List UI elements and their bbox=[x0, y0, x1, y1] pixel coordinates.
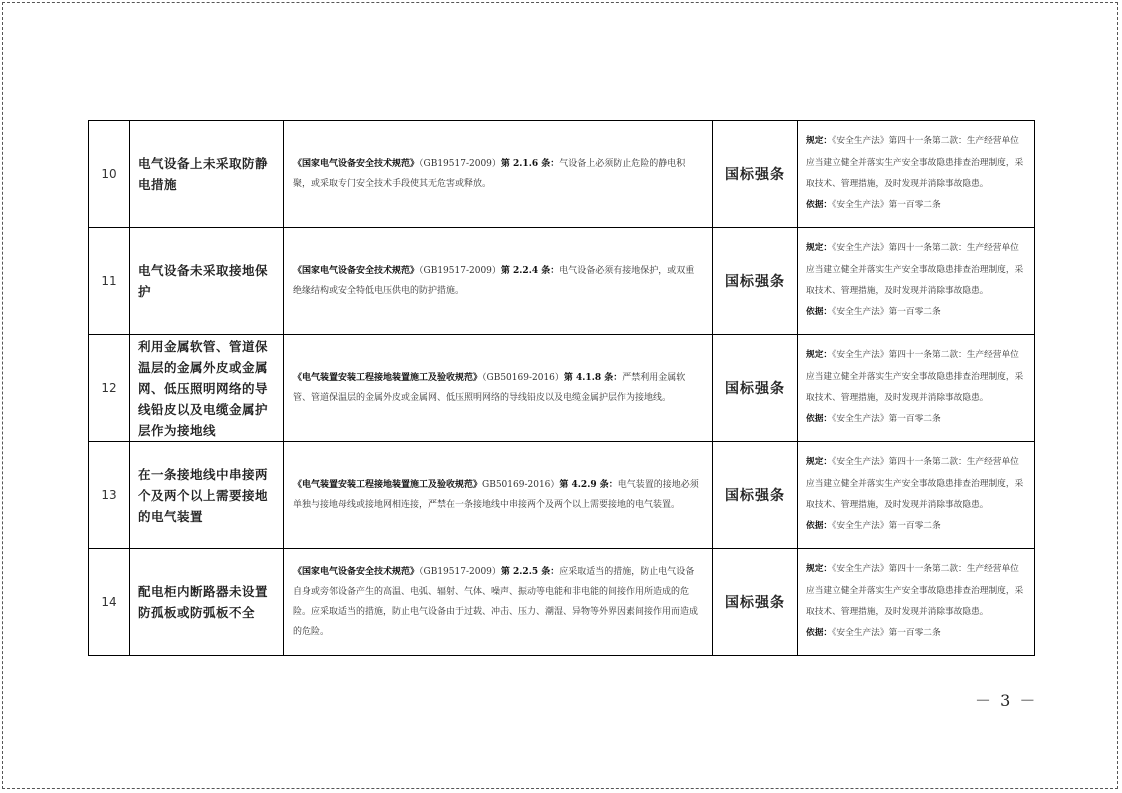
row-number: 13 bbox=[89, 442, 130, 549]
standard-code: （GB50169-2016） bbox=[482, 373, 564, 383]
standard-text: 气设备上必须防止危险的静电积聚，或采取专门安全技术手段使其无危害或释放。 bbox=[293, 159, 686, 189]
provision-label: 规定： bbox=[806, 350, 833, 361]
page-number: － 3 － bbox=[975, 691, 1038, 710]
standard-basis bbox=[284, 549, 713, 656]
standard-basis bbox=[284, 335, 713, 442]
legal-provision bbox=[798, 335, 1035, 442]
reference-label: 依据： bbox=[806, 521, 833, 532]
reference-text: 《安全生产法》第一百零二条 bbox=[832, 628, 941, 639]
standard-basis bbox=[284, 121, 713, 228]
hazard-description: 利用金属软管、管道保温层的金属外皮或金属网、低压照明网络的导线铅皮以及电缆金属护层作为接地线 bbox=[130, 335, 284, 442]
provision-text: 《安全生产法》第四十一条第二款：生产经营单位应当建立健全并落实生产安全事故隐患排查治理制度，采取技术、管理措施，及时发现并消除事故隐患。 bbox=[806, 457, 1024, 510]
standard-text: 电气设备必须有接地保护，或双重绝缘结构或安全特低电压供电的防护措施。 bbox=[293, 266, 695, 296]
standard-clause: 第 2.1.6 条： bbox=[500, 159, 560, 169]
reference-label: 依据： bbox=[806, 628, 833, 639]
table-row bbox=[89, 442, 1035, 549]
provision-text: 《安全生产法》第四十一条第二款：生产经营单位应当建立健全并落实生产安全事故隐患排查治理制度，采取技术、管理措施，及时发现并消除事故隐患。 bbox=[806, 136, 1024, 189]
standard-title: 《国家电气设备安全技术规范》 bbox=[293, 567, 420, 577]
provision-text: 《安全生产法》第四十一条第二款：生产经营单位应当建立健全并落实生产安全事故隐患排查治理制度，采取技术、管理措施，及时发现并消除事故隐患。 bbox=[806, 350, 1024, 403]
reference-text: 《安全生产法》第一百零二条 bbox=[832, 200, 941, 211]
standard-clause: 第 2.2.4 条： bbox=[500, 266, 560, 276]
provision-label: 规定： bbox=[806, 564, 833, 575]
reference-label: 依据： bbox=[806, 200, 833, 211]
standard-text: 应采取适当的措施，防止电气设备自身或旁邻设备产生的高温、电弧、辐射、气体、噪声、振动等电能和非电能的间接作用所造成的危险。应采取适当的措施，防止电气设备由于过载、冲击、压力、潮湿、异物等外界因素间接作用而造成的危险。 bbox=[293, 567, 699, 637]
standard-basis bbox=[284, 228, 713, 335]
provision-text: 《安全生产法》第四十一条第二款：生产经营单位应当建立健全并落实生产安全事故隐患排查治理制度，采取技术、管理措施，及时发现并消除事故隐患。 bbox=[806, 243, 1024, 296]
legal-provision bbox=[798, 228, 1035, 335]
table-row bbox=[89, 335, 1035, 442]
standard-title: 《电气装置安装工程接地装置施工及验收规范》 bbox=[293, 480, 483, 490]
row-number: 10 bbox=[89, 121, 130, 228]
table-row bbox=[89, 228, 1035, 335]
table-row bbox=[89, 549, 1035, 656]
reference-label: 依据： bbox=[806, 414, 833, 425]
row-number: 11 bbox=[89, 228, 130, 335]
standard-text: 电气装置的接地必须单独与接地母线或接地网相连接，严禁在一条接地线中串接两个及两个以上需要接地的电气装置。 bbox=[293, 480, 699, 510]
provision-text: 《安全生产法》第四十一条第二款：生产经营单位应当建立健全并落实生产安全事故隐患排查治理制度，采取技术、管理措施，及时发现并消除事故隐患。 bbox=[806, 564, 1024, 617]
standard-text: 严禁利用金属软管、管道保温层的金属外皮或金属网、低压照明网络的导线铅皮以及电缆金属护层作为接地线。 bbox=[293, 373, 686, 403]
reference-label: 依据： bbox=[806, 307, 833, 318]
standard-clause: 第 2.2.5 条： bbox=[500, 567, 560, 577]
reference-text: 《安全生产法》第一百零二条 bbox=[832, 521, 941, 532]
reference-text: 《安全生产法》第一百零二条 bbox=[832, 414, 941, 425]
hazard-description: 在一条接地线中串接两个及两个以上需要接地的电气装置 bbox=[130, 442, 284, 549]
reference-text: 《安全生产法》第一百零二条 bbox=[832, 307, 941, 318]
provision-label: 规定： bbox=[806, 457, 833, 468]
standard-code: （GB19517-2009） bbox=[419, 266, 501, 276]
legal-provision bbox=[798, 549, 1035, 656]
hazard-description: 配电柜内断路器未设置防孤板或防弧板不全 bbox=[130, 549, 284, 656]
standard-type: 国标强条 bbox=[713, 121, 798, 228]
standard-clause: 第 4.2.9 条： bbox=[559, 480, 618, 490]
standard-title: 《国家电气设备安全技术规范》 bbox=[293, 159, 420, 169]
hazard-standards-table bbox=[88, 120, 1035, 656]
row-number: 12 bbox=[89, 335, 130, 442]
hazard-description: 电气设备未采取接地保护 bbox=[130, 228, 284, 335]
standard-code: GB50169-2016） bbox=[482, 480, 560, 490]
standard-type: 国标强条 bbox=[713, 228, 798, 335]
standard-code: （GB19517-2009） bbox=[419, 159, 501, 169]
standard-type: 国标强条 bbox=[713, 442, 798, 549]
legal-provision bbox=[798, 121, 1035, 228]
legal-provision bbox=[798, 442, 1035, 549]
provision-label: 规定： bbox=[806, 243, 833, 254]
row-number: 14 bbox=[89, 549, 130, 656]
standard-basis bbox=[284, 442, 713, 549]
standard-title: 《电气装置安装工程接地装置施工及验收规范》 bbox=[293, 373, 483, 383]
standard-code: （GB19517-2009） bbox=[419, 567, 501, 577]
standard-title: 《国家电气设备安全技术规范》 bbox=[293, 266, 420, 276]
standard-clause: 第 4.1.8 条： bbox=[563, 373, 623, 383]
standard-type: 国标强条 bbox=[713, 335, 798, 442]
hazard-description: 电气设备上未采取防静电措施 bbox=[130, 121, 284, 228]
table-row bbox=[89, 121, 1035, 228]
provision-label: 规定： bbox=[806, 136, 833, 147]
standard-type: 国标强条 bbox=[713, 549, 798, 656]
